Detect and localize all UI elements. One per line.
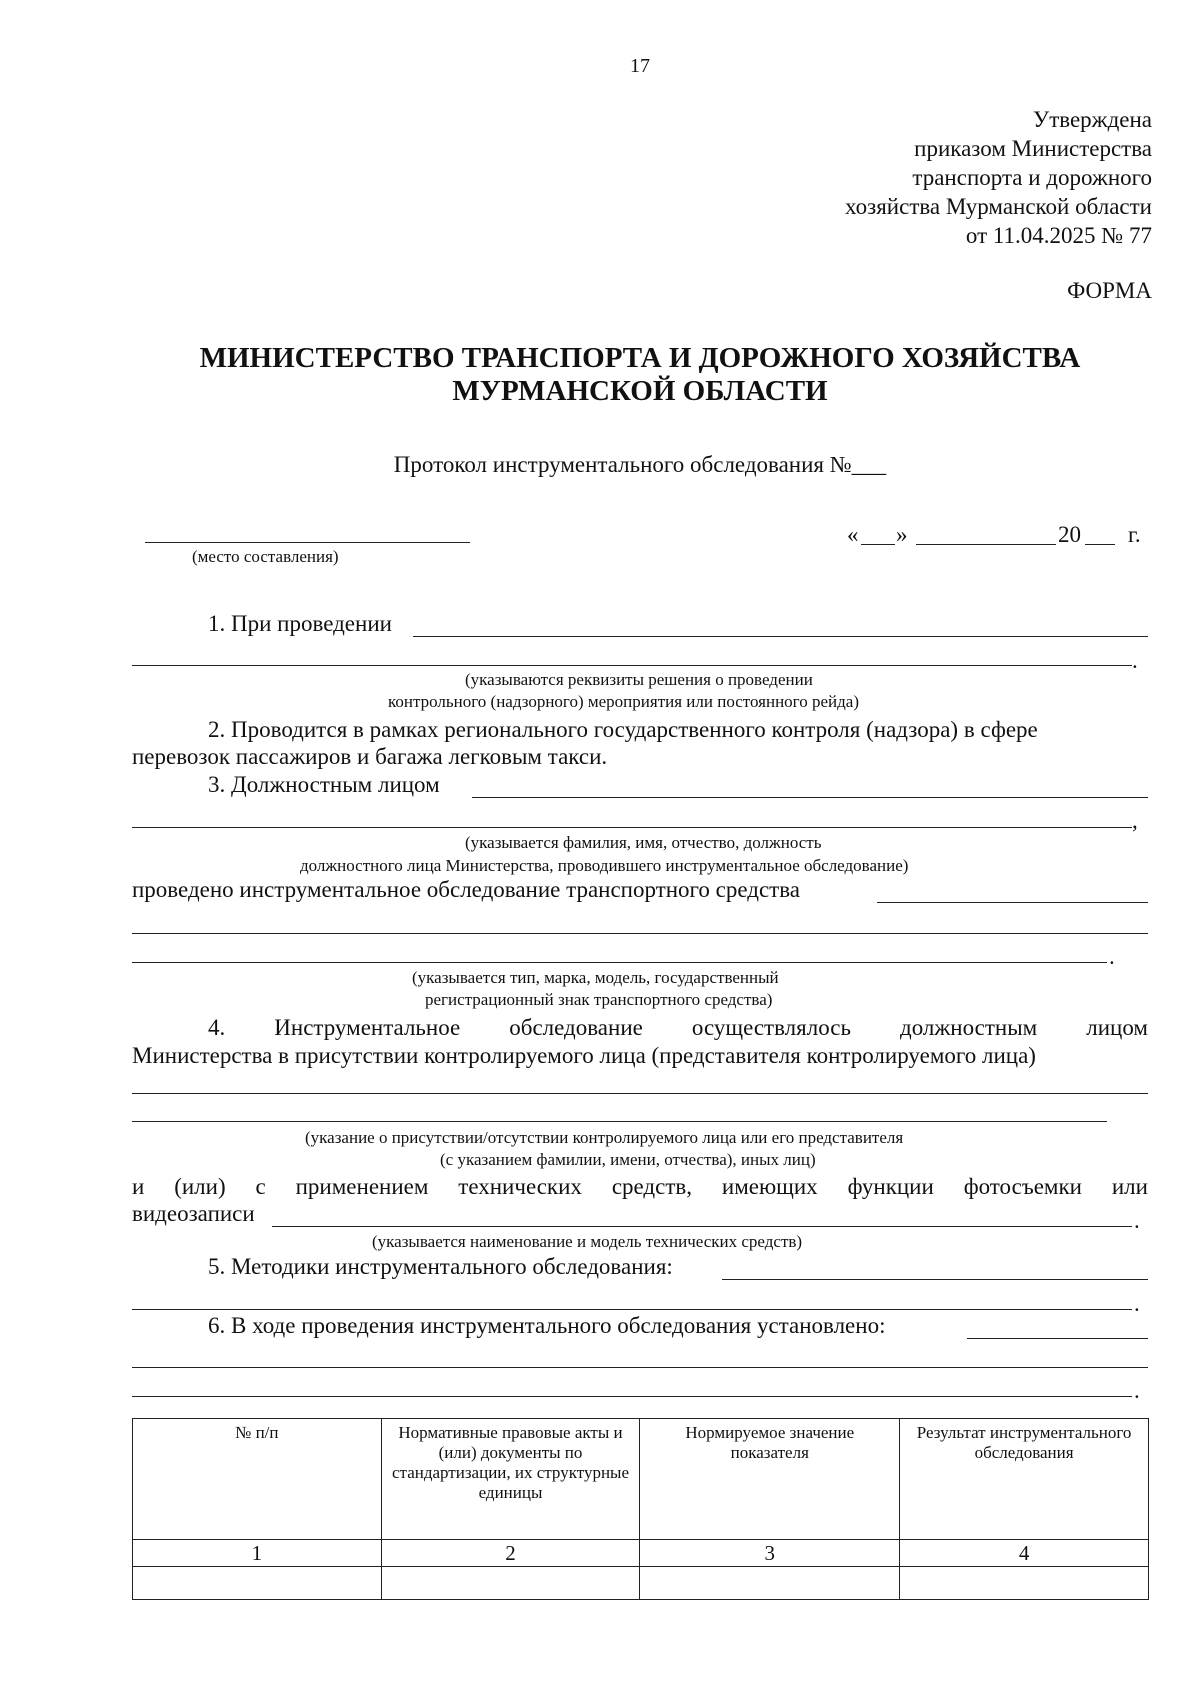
table-number-cell: 2: [381, 1540, 640, 1567]
section3-line[interactable]: [472, 797, 1148, 798]
section4-line2: Министерства в присутствии контролируемого лица (представителя контролируемого лица): [132, 1043, 1036, 1068]
section4-word: с: [255, 1174, 266, 1199]
section5-line[interactable]: [722, 1279, 1148, 1280]
section1-line[interactable]: [132, 665, 1132, 666]
section4-word: Инструментальное: [274, 1015, 461, 1040]
approval-block: [845, 105, 1152, 250]
section4-word: должностным: [900, 1015, 1038, 1040]
table-number-cell: 3: [640, 1540, 900, 1567]
page-number: 17: [630, 55, 650, 77]
section1-label: 1. При проведении: [208, 611, 392, 636]
section4-word: фотосъемки: [963, 1174, 1082, 1199]
section5-label: 5. Методики инструментального обследования:: [208, 1254, 673, 1279]
vehicle-line[interactable]: [132, 933, 1148, 934]
section1-caption: контрольного (надзорного) мероприятия или постоянного рейда): [388, 692, 859, 711]
approval-line: хозяйства Мурманской области: [845, 194, 1152, 219]
approval-line: транспорта и дорожного: [912, 165, 1152, 190]
table-number-cell: 1: [133, 1540, 382, 1567]
date-quote-open: «: [847, 522, 859, 547]
section3-caption: (указывается фамилия, имя, отчество, должность: [465, 833, 822, 852]
section4-word: (или): [174, 1174, 226, 1199]
section2-line2: перевозок пассажиров и багажа легковым такси.: [132, 744, 608, 769]
video-label: видеозаписи: [132, 1201, 255, 1226]
section4-word: средств,: [611, 1174, 692, 1199]
table-row: [133, 1567, 1149, 1600]
table-header-cell: Результат инструментального обследования: [900, 1419, 1149, 1540]
presence-line[interactable]: [132, 1093, 1148, 1094]
place-line[interactable]: [145, 542, 470, 543]
section3-line[interactable]: [132, 827, 1132, 828]
section3-label: 3. Должностным лицом: [208, 772, 440, 797]
vehicle-line[interactable]: [877, 902, 1148, 903]
vehicle-line[interactable]: [132, 962, 1107, 963]
section4-word: 4.: [208, 1015, 226, 1040]
table-header-cell: Нормируемое значение показателя: [640, 1419, 900, 1540]
section1-line[interactable]: [413, 636, 1148, 637]
date-quote-close: »: [896, 522, 908, 547]
section4-word: осуществлялось: [691, 1015, 851, 1040]
approval-line: приказом Министерства: [914, 136, 1152, 161]
section6-line[interactable]: [132, 1367, 1148, 1368]
table-header-cell: Нормативные правовые акты и (или) документы по стандартизации, их структурные единицы: [381, 1419, 640, 1540]
section4-word: имеющих: [721, 1174, 818, 1199]
ministry-title-line1: МИНИСТЕРСТВО ТРАНСПОРТА И ДОРОЖНОГО ХОЗЯЙСТВА: [199, 342, 1081, 374]
date-day-line[interactable]: [861, 544, 895, 545]
section3-caption: должностного лица Министерства, проводившего инструментальное обследование): [300, 856, 909, 875]
place-caption: (место составления): [192, 547, 339, 566]
presence-line[interactable]: [132, 1121, 1107, 1122]
section1-caption: (указываются реквизиты решения о проведении: [465, 670, 813, 689]
video-line[interactable]: [272, 1226, 1132, 1227]
date-month-line[interactable]: [916, 544, 1056, 545]
table-header-row: [133, 1419, 1149, 1540]
section4-word: функции: [847, 1174, 934, 1199]
results-table: [132, 1418, 1149, 1600]
date-year-suffix: г.: [1128, 522, 1141, 547]
section6-label: 6. В ходе проведения инструментального обследования установлено:: [208, 1313, 886, 1338]
section4-word: лицом: [1086, 1015, 1148, 1040]
section4-line3: [132, 1174, 1148, 1200]
presence-caption: (указание о присутствии/отсутствии контролируемого лица или его представителя: [305, 1128, 904, 1147]
vehicle-label: проведено инструментальное обследование транспортного средства: [132, 877, 800, 902]
section5-line[interactable]: [132, 1309, 1132, 1310]
section6-line[interactable]: [132, 1396, 1132, 1397]
form-label: ФОРМА: [1067, 278, 1152, 303]
date-year-line[interactable]: [1085, 544, 1115, 545]
table-cell[interactable]: [133, 1567, 382, 1600]
date-year-prefix: 20: [1058, 522, 1081, 547]
approval-line: Утверждена: [1032, 107, 1152, 132]
vehicle-caption: регистрационный знак транспортного средства): [425, 990, 773, 1009]
section2-line1: 2. Проводится в рамках регионального государственного контроля (надзора) в сфере: [208, 717, 1038, 742]
ministry-title-line2: МУРМАНСКОЙ ОБЛАСТИ: [452, 375, 828, 407]
vehicle-caption: (указывается тип, марка, модель, государственный: [412, 968, 779, 987]
table-cell[interactable]: [640, 1567, 900, 1600]
approval-line: от 11.04.2025 № 77: [965, 223, 1152, 248]
section4-word: или: [1111, 1174, 1148, 1199]
section4-word: обследование: [509, 1015, 643, 1040]
table-number-row: [133, 1540, 1149, 1567]
section4-line1: [208, 1015, 1148, 1041]
section4-word: применением: [295, 1174, 429, 1199]
section4-word: и: [132, 1174, 145, 1199]
table-header-cell: № п/п: [133, 1419, 382, 1540]
table-cell[interactable]: [900, 1567, 1149, 1600]
video-caption: (указывается наименование и модель технических средств): [372, 1232, 803, 1251]
section6-line[interactable]: [967, 1338, 1148, 1339]
section4-word: технических: [458, 1174, 582, 1199]
table-number-cell: 4: [900, 1540, 1149, 1567]
presence-caption: (с указанием фамилии, имени, отчества), иных лиц): [440, 1150, 816, 1169]
table-cell[interactable]: [381, 1567, 640, 1600]
protocol-title: Протокол инструментального обследования №___: [393, 452, 887, 477]
